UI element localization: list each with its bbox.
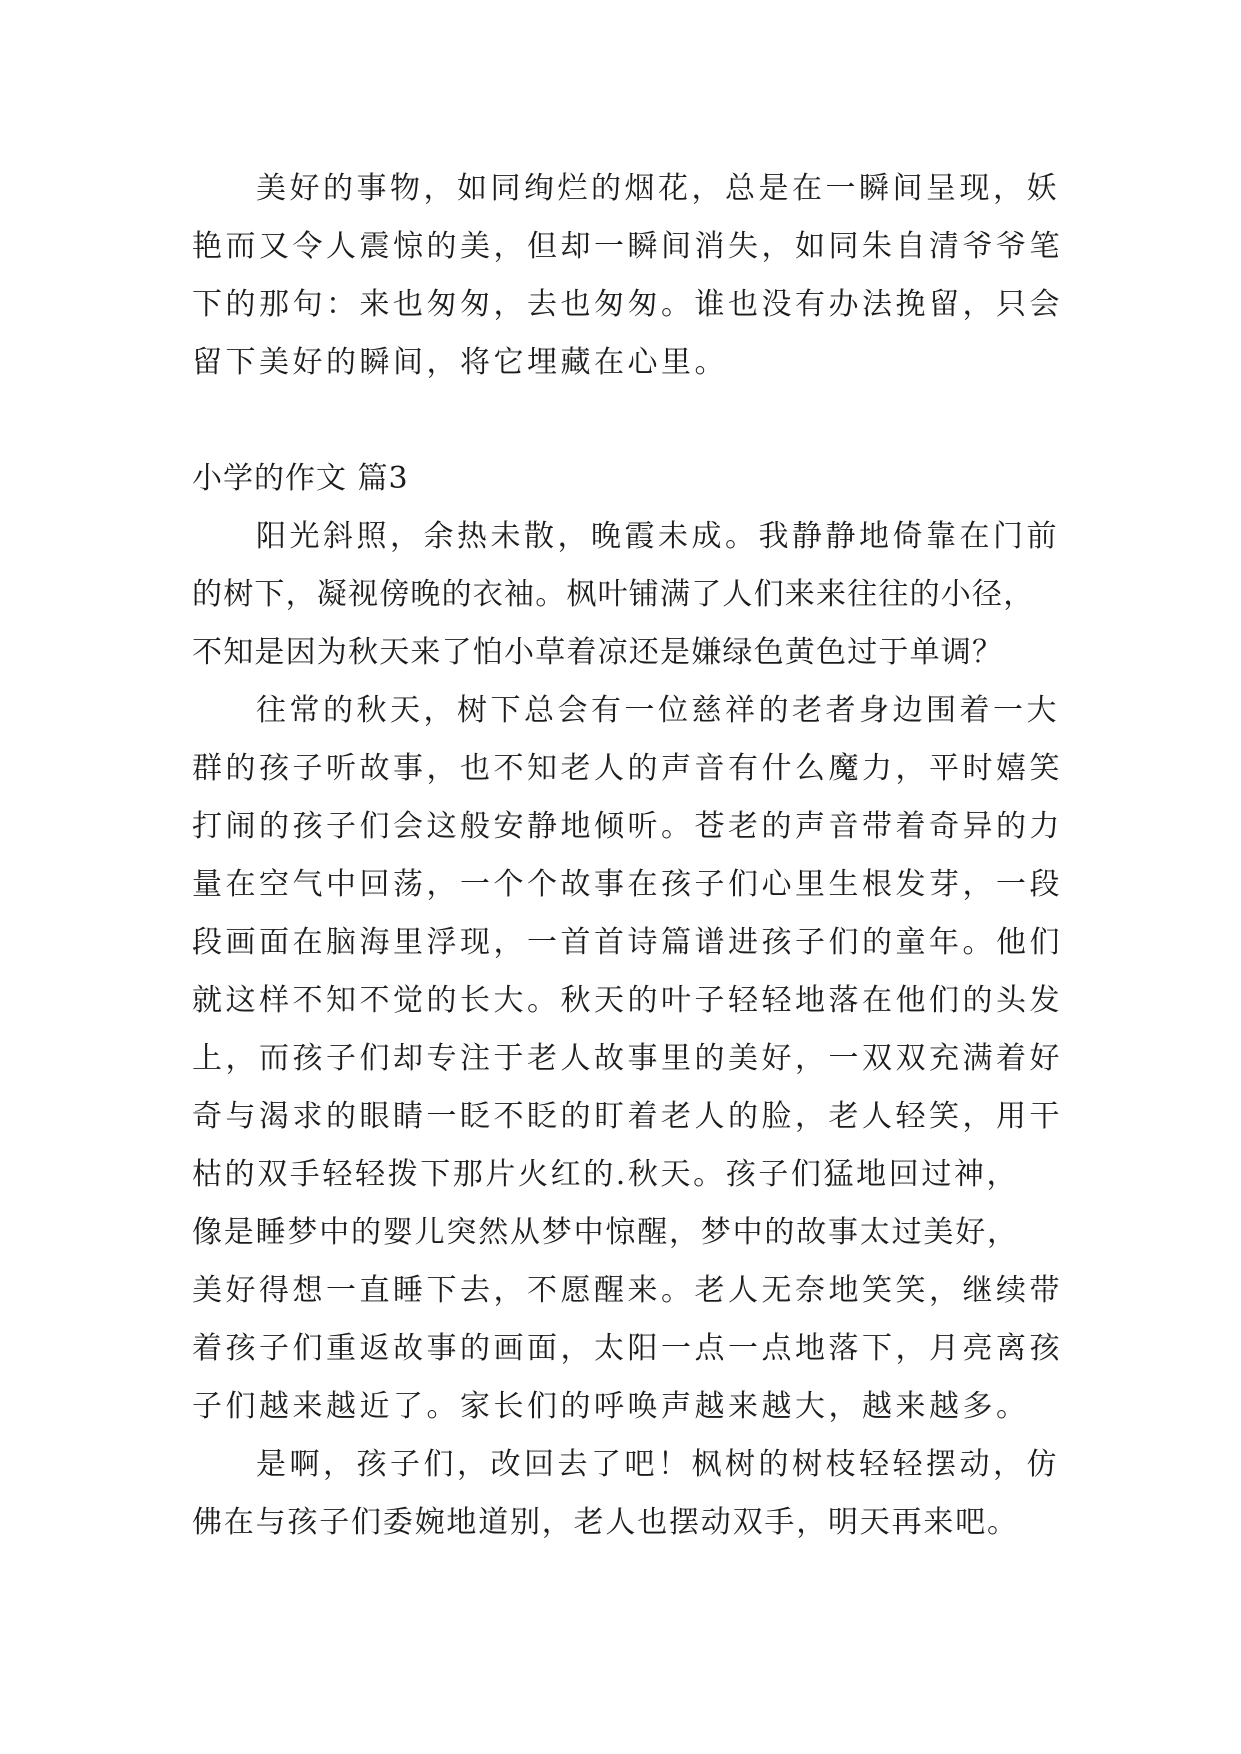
paragraph-line: 奇与渴求的眼睛一眨不眨的盯着老人的脸，老人轻笑，用干: [192, 1099, 1063, 1134]
paragraph-line: 着孩子们重返故事的画面，太阳一点一点地落下，月亮离孩: [192, 1331, 1063, 1366]
paragraph-line: 量在空气中回荡，一个个故事在孩子们心里生根发芽，一段: [192, 867, 1063, 902]
paragraph-line: 佛在与孩子们委婉地道别，老人也摆动双手，明天再来吧。: [192, 1505, 1019, 1540]
paragraph-line: 就这样不知不觉的长大。秋天的叶子轻轻地落在他们的头发: [192, 983, 1063, 1018]
paragraph-line: 阳光斜照，余热未散，晚霞未成。我静静地倚靠在门前: [256, 519, 1060, 554]
paragraph-intro: [192, 160, 1063, 392]
paragraph-line: 上，而孩子们却专注于老人故事里的美好，一双双充满着好: [192, 1041, 1063, 1076]
paragraph-line: 段画面在脑海里浮现，一首首诗篇谱进孩子们的童年。他们: [192, 925, 1063, 960]
document-body: [192, 160, 1063, 1552]
paragraph-line: 的树下，凝视傍晚的衣袖。枫叶铺满了人们来来往往的小径，: [192, 577, 1035, 612]
paragraph-storyteller: [192, 682, 1063, 1436]
paragraph-line: 留下美好的瞬间，将它埋藏在心里。: [192, 345, 728, 380]
paragraph-line: 像是睡梦中的婴儿突然从梦中惊醒，梦中的故事太过美好，: [192, 1215, 1019, 1250]
paragraph-line: 下的那句：来也匆匆，去也匆匆。谁也没有办法挽留，只会: [192, 287, 1063, 322]
paragraph-line: 枯的双手轻轻拨下那片火红的.秋天。孩子们猛地回过神，: [192, 1157, 1020, 1192]
section-heading: 小学的作文 篇3: [192, 461, 409, 496]
paragraph-sunset: [192, 508, 1060, 682]
paragraph-line: 子们越来越近了。家长们的呼唤声越来越大，越来越多。: [192, 1389, 1030, 1424]
paragraph-line: 群的孩子听故事，也不知老人的声音有什么魔力，平时嬉笑: [192, 751, 1063, 786]
paragraph-line: 艳而又令人震惊的美，但却一瞬间消失，如同朱自清爷爷笔: [192, 229, 1063, 264]
paragraph-line: 不知是因为秋天来了怕小草着凉还是嫌绿色黄色过于单调？: [192, 635, 1004, 670]
paragraph-line: 是啊，孩子们，改回去了吧！枫树的树枝轻轻摆动，仿: [256, 1447, 1060, 1482]
paragraph-line: 打闹的孩子们会这般安静地倾听。苍老的声音带着奇异的力: [192, 809, 1063, 844]
paragraph-line: 美好得想一直睡下去，不愿醒来。老人无奈地笑笑，继续带: [192, 1273, 1063, 1308]
paragraph-line: 美好的事物，如同绚烂的烟花，总是在一瞬间呈现，妖: [256, 171, 1060, 206]
paragraph-farewell: [192, 1436, 1060, 1552]
section-spacer: [192, 392, 1052, 450]
paragraph-line: 往常的秋天，树下总会有一位慈祥的老者身边围着一大: [256, 693, 1060, 728]
